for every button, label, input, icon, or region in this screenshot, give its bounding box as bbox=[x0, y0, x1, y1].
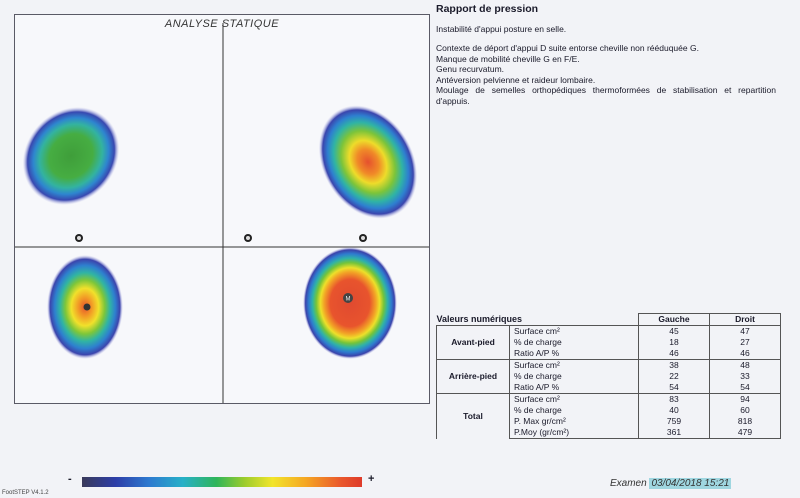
value-left: 759 bbox=[639, 416, 710, 427]
pressure-map bbox=[15, 15, 429, 403]
row-label: % de charge bbox=[510, 337, 639, 348]
value-left: 54 bbox=[639, 382, 710, 394]
pressure-report bbox=[436, 4, 776, 106]
heel-right-blob bbox=[303, 247, 397, 359]
row-label: % de charge bbox=[510, 405, 639, 416]
value-left: 83 bbox=[639, 394, 710, 406]
marker-max-right bbox=[343, 293, 353, 303]
value-right: 94 bbox=[710, 394, 781, 406]
pressure-map-frame bbox=[14, 14, 430, 404]
plot-title: ANALYSE STATIQUE bbox=[164, 18, 280, 30]
values-table bbox=[436, 313, 781, 439]
value-right: 48 bbox=[710, 360, 781, 372]
row-label: Surface cm² bbox=[510, 394, 639, 406]
marker-right-foot bbox=[359, 234, 367, 242]
row-label: P. Max gr/cm² bbox=[510, 416, 639, 427]
group-avant-pied: Avant-pied bbox=[437, 326, 510, 360]
value-right: 47 bbox=[710, 326, 781, 338]
exam-info bbox=[610, 478, 731, 489]
value-right: 60 bbox=[710, 405, 781, 416]
report-line: Moulage de semelles orthopédiques thermoformées de stabilisation et repartition d'appuis. bbox=[436, 85, 776, 106]
software-version: FootSTEP V4.1.2 bbox=[2, 490, 49, 496]
value-left: 40 bbox=[639, 405, 710, 416]
forefoot-right-blob bbox=[299, 88, 429, 237]
group-total: Total bbox=[437, 394, 510, 439]
marker-max-left bbox=[84, 304, 91, 311]
row-label: P.Moy (gr/cm²) bbox=[510, 427, 639, 439]
col-left-header: Gauche bbox=[639, 314, 710, 326]
value-right: 33 bbox=[710, 371, 781, 382]
row-label: Ratio A/P % bbox=[510, 382, 639, 394]
value-right: 27 bbox=[710, 337, 781, 348]
value-right: 54 bbox=[710, 382, 781, 394]
row-label: Surface cm² bbox=[510, 360, 639, 372]
pressure-color-scale bbox=[82, 477, 362, 487]
report-line: Instabilité d'appui posture en selle. bbox=[436, 23, 567, 34]
row-label: Ratio A/P % bbox=[510, 348, 639, 360]
value-right: 46 bbox=[710, 348, 781, 360]
report-line: Contexte de déport d'appui D suite entorse cheville non rééduquée G. bbox=[436, 43, 699, 53]
exam-datetime: 03/04/2018 15:21 bbox=[651, 478, 730, 489]
value-left: 361 bbox=[639, 427, 710, 439]
values-title: Valeurs numériques bbox=[436, 313, 523, 324]
exam-label: Examen bbox=[610, 478, 647, 489]
marker-center bbox=[244, 234, 252, 242]
marker-max-label: M bbox=[345, 296, 351, 303]
row-label: Surface cm² bbox=[510, 326, 639, 338]
group-arriere-pied: Arrière-pied bbox=[437, 360, 510, 394]
value-left: 46 bbox=[639, 348, 710, 360]
col-right-header: Droit bbox=[710, 314, 781, 326]
scale-max-label: + bbox=[368, 473, 375, 485]
marker-left-foot bbox=[75, 234, 83, 242]
report-line: Manque de mobilité cheville G en F/E. bbox=[436, 53, 580, 64]
report-title: Rapport de pression bbox=[436, 3, 539, 15]
value-left: 22 bbox=[639, 371, 710, 382]
report-line: Genu recurvatum. bbox=[436, 64, 505, 74]
value-right: 479 bbox=[710, 427, 781, 439]
forefoot-left-blob bbox=[15, 87, 139, 225]
value-right: 818 bbox=[710, 416, 781, 427]
report-line: Antéversion pelvienne et raideur lombaire. bbox=[436, 74, 596, 85]
value-left: 45 bbox=[639, 326, 710, 338]
value-left: 18 bbox=[639, 337, 710, 348]
scale-min-label: - bbox=[68, 473, 72, 485]
value-left: 38 bbox=[639, 360, 710, 372]
row-label: % de charge bbox=[510, 371, 639, 382]
